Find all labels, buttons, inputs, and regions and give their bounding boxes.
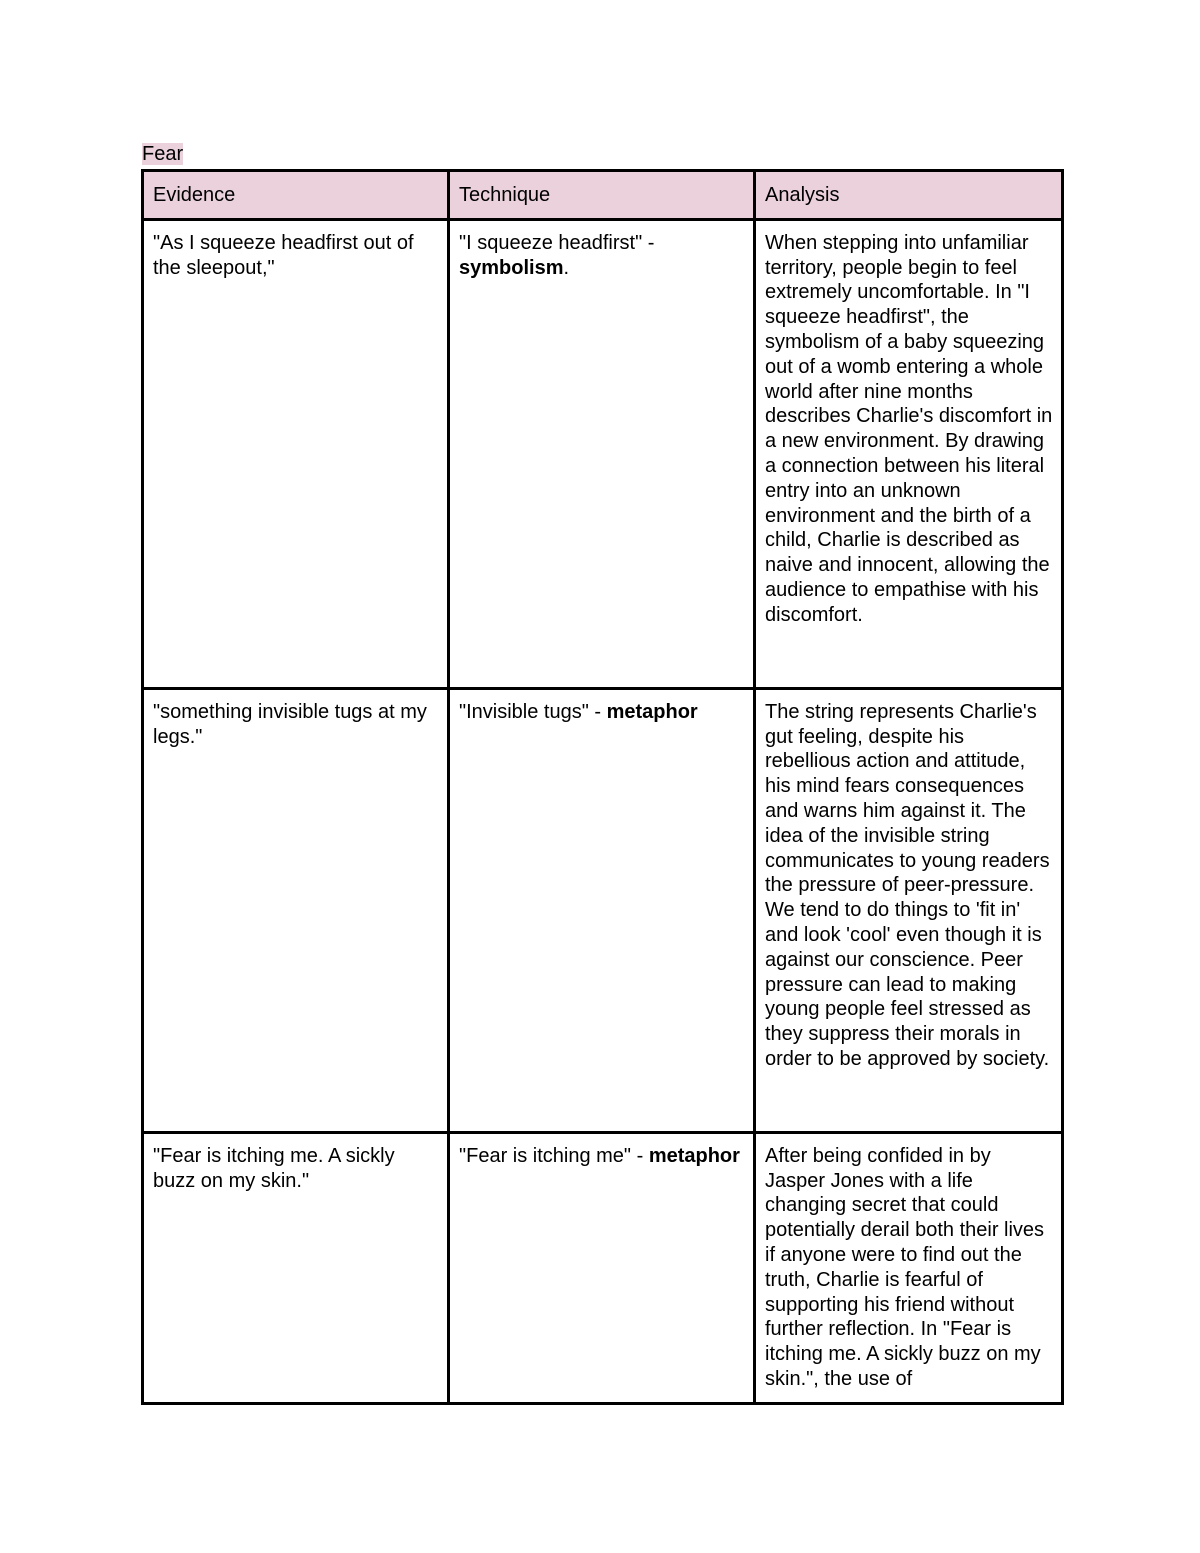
header-analysis: Analysis [755,171,1063,220]
table-row [143,1132,1063,1403]
technique-cell [449,1132,755,1403]
technique-cell [449,219,755,688]
technique-quote: "I squeeze headfirst" - [459,231,655,254]
technique-suffix: . [563,256,570,279]
header-evidence: Evidence [143,171,449,220]
evidence-cell: "Fear is itching me. A sickly buzz on my skin." [143,1132,449,1403]
technique-name: metaphor [648,1144,740,1167]
table-header-row [143,171,1063,220]
page-title [141,141,184,167]
analysis-cell: When stepping into unfamiliar territory, people begin to feel extremely uncomfortable. In "I squeeze headfirst", the symbolism of a baby squeezing out of a womb entering a whole world after nine months describes Charlie's discomfort in a new environment. By drawing a connection between his literal entry into an unknown environment and the birth of a child, Charlie is described as naive and innocent, allowing the audience to empathise with his discomfort. [755,219,1063,688]
table-row [143,219,1063,688]
technique-cell [449,688,755,1132]
analysis-cell: After being confided in by Jasper Jones with a life changing secret that could potentially derail both their lives if anyone were to find out the truth, Charlie is fearful of supporting his friend without further reflection. In "Fear is itching me. A sickly buzz on my skin.", the use of [755,1132,1063,1403]
technique-quote: "Invisible tugs" - [459,700,607,723]
evidence-cell: "something invisible tugs at my legs." [143,688,449,1132]
page-title-text: Fear [142,143,184,165]
table-row [143,688,1063,1132]
technique-quote: "Fear is itching me" - [459,1144,649,1167]
technique-name: metaphor [606,700,698,723]
technique-name: symbolism [459,256,564,279]
header-technique: Technique [449,171,755,220]
evidence-cell: "As I squeeze headfirst out of the sleepout," [143,219,449,688]
analysis-cell: The string represents Charlie's gut feeling, despite his rebellious action and attitude, his mind fears consequences and warns him against it. The idea of the invisible string communicates to young readers the pressure of peer-pressure. We tend to do things to 'fit in' and look 'cool' even though it is against our conscience. Peer pressure can lead to making young people feel stressed as they suppress their morals in order to be approved by society. [755,688,1063,1132]
analysis-table [141,169,1064,1405]
